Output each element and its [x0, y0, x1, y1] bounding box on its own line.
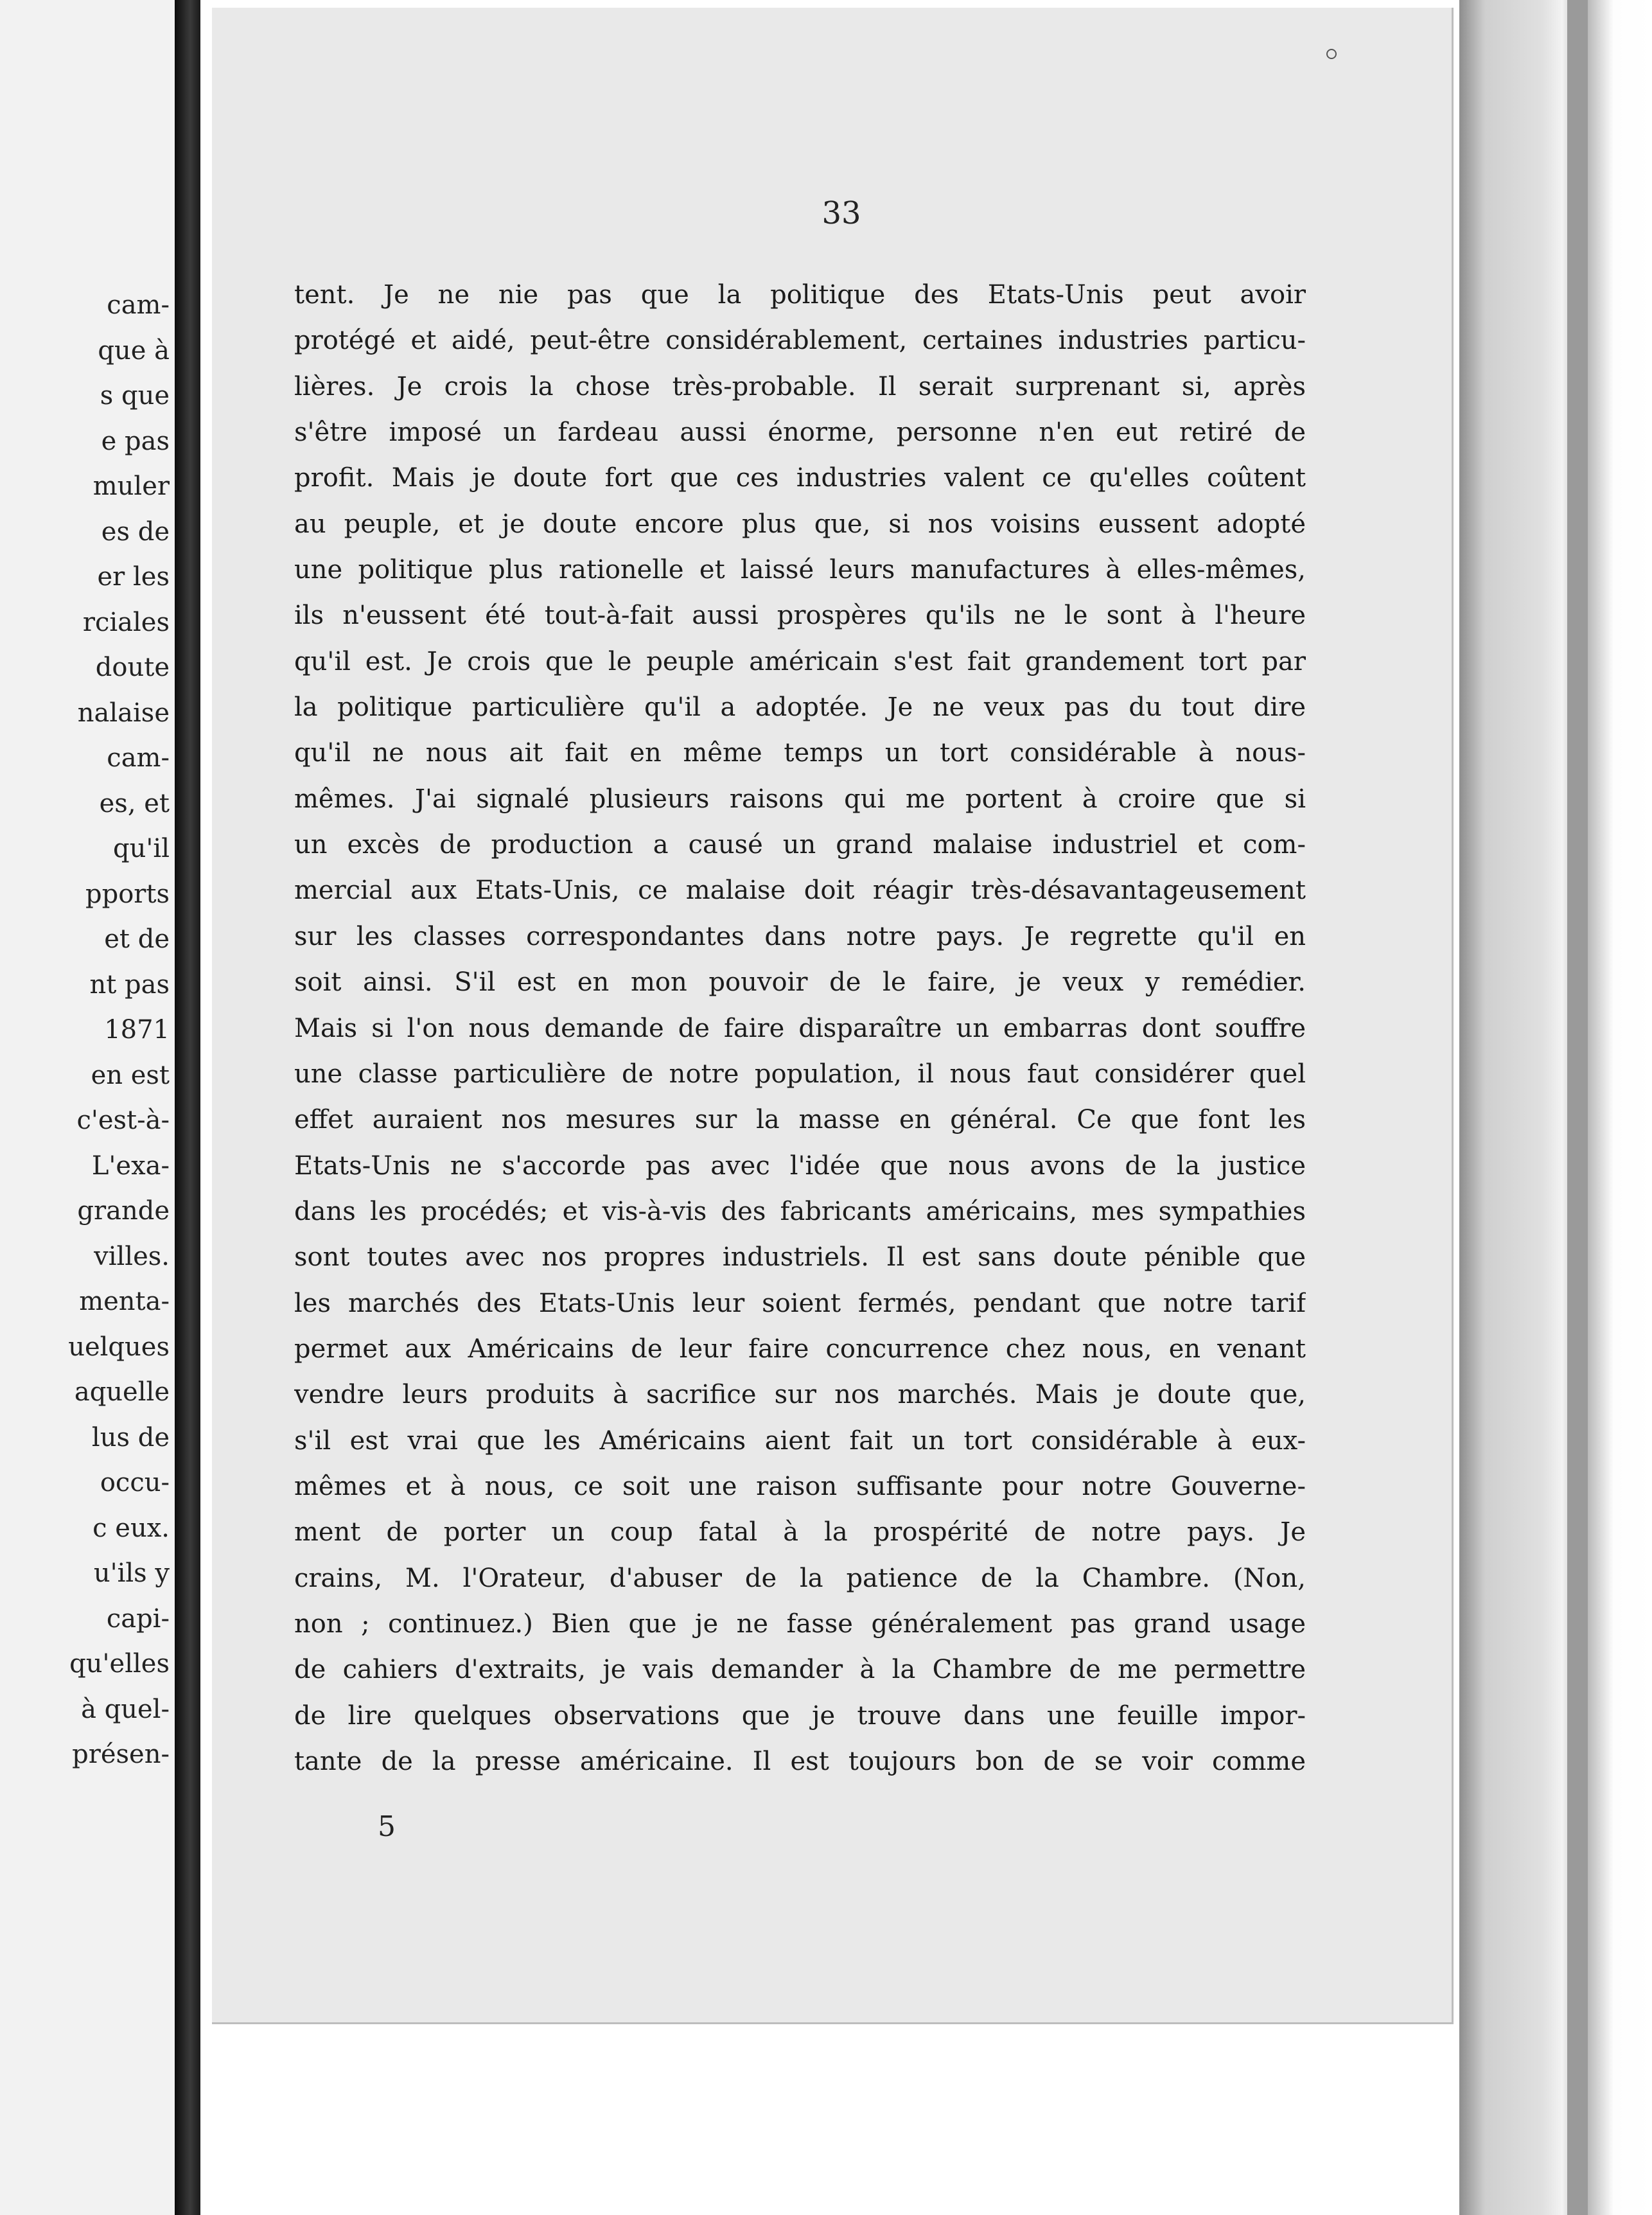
text-line: s'être imposé un fardeau aussi énorme, personne n'en eut retiré de	[294, 418, 1306, 448]
left-line: u'ils y	[93, 1558, 170, 1588]
text-line: vendre leurs produits à sacrifice sur nos marchés. Mais je doute que,	[294, 1380, 1306, 1410]
left-line: cam-	[107, 290, 170, 320]
left-line: rciales	[82, 607, 170, 637]
text-line: au peuple, et je doute encore plus que, si nos voisins eussent adopté	[294, 509, 1306, 539]
text-line: lières. Je crois la chose très-probable. Il serait surprenant si, après	[294, 371, 1306, 402]
text-line: protégé et aidé, peut-être considérablement, certaines industries particu-	[294, 326, 1306, 356]
paper-mark	[1326, 49, 1337, 59]
text-line: une classe particulière de notre population, il nous faut considérer quel	[294, 1059, 1306, 1089]
left-line: à quel-	[81, 1694, 170, 1724]
body-text	[294, 272, 1306, 1785]
left-line: qu'elles	[69, 1649, 170, 1679]
left-line: nalaise	[77, 698, 170, 728]
text-line: Mais si l'on nous demande de faire disparaître un embarras dont souffre	[294, 1013, 1306, 1043]
left-line: en est	[91, 1060, 170, 1090]
left-line: es, et	[99, 788, 170, 818]
left-line: nt pas	[89, 969, 170, 1000]
left-page-text	[3, 283, 170, 1778]
left-line: présen-	[72, 1740, 170, 1769]
page-number: 33	[822, 195, 861, 231]
left-line: lus de	[91, 1422, 170, 1452]
left-facing-page	[0, 0, 175, 2215]
text-line: Etats-Unis ne s'accorde pas avec l'idée que nous avons de la justice	[294, 1151, 1306, 1181]
cover-board-edge	[1567, 0, 1588, 2215]
text-line: dans les procédés; et vis-à-vis des fabricants américains, mes sympathies	[294, 1196, 1306, 1226]
left-line: c'est-à-	[76, 1106, 170, 1135]
text-line: ils n'eussent été tout-à-fait aussi prospères qu'ils ne le sont à l'heure	[294, 601, 1306, 631]
left-line: e pas	[101, 426, 170, 456]
left-line: c eux.	[92, 1513, 170, 1543]
text-line: sont toutes avec nos propres industriels. Il est sans doute pénible que	[294, 1242, 1306, 1273]
text-line: qu'il ne nous ait fait en même temps un tort considérable à nous-	[294, 738, 1306, 768]
left-line: L'exa-	[91, 1151, 170, 1181]
left-line: et de	[104, 924, 170, 954]
text-line: non ; continuez.) Bien que je ne fasse généralement pas grand usage	[294, 1609, 1306, 1639]
text-line: s'il est vrai que les Américains aient fait un tort considérable à eux-	[294, 1425, 1306, 1456]
left-line: aquelle	[74, 1377, 170, 1407]
left-line: s que	[100, 381, 170, 410]
left-line: occu-	[100, 1468, 170, 1497]
left-line: cam-	[107, 743, 170, 773]
book-gutter	[175, 0, 200, 2215]
text-line: la politique particulière qu'il a adoptée. Je ne veux pas du tout dire	[294, 693, 1306, 723]
page-body	[212, 8, 1454, 2024]
signature-mark: 5	[378, 1810, 396, 1843]
text-line: profit. Mais je doute fort que ces industries valent ce qu'elles coûtent	[294, 463, 1306, 493]
text-line: crains, M. l'Orateur, d'abuser de la patience de la Chambre. (Non,	[294, 1563, 1306, 1593]
left-line: que à	[98, 335, 170, 366]
text-line: une politique plus rationelle et laissé leurs manufactures à elles-mêmes,	[294, 555, 1306, 585]
text-line: mêmes. J'ai signalé plusieurs raisons qui me portent à croire que si	[294, 784, 1306, 814]
text-line: un excès de production a causé un grand malaise industriel et com-	[294, 830, 1306, 860]
text-line: les marchés des Etats-Unis leur soient fermés, pendant que notre tarif	[294, 1288, 1306, 1318]
left-line: capi-	[106, 1603, 170, 1634]
text-line: mêmes et à nous, ce soit une raison suffisante pour notre Gouverne-	[294, 1471, 1306, 1501]
left-line: menta-	[79, 1287, 170, 1316]
left-line: 1871	[104, 1015, 170, 1045]
left-line: grande	[77, 1196, 170, 1226]
left-line: es de	[101, 516, 170, 547]
text-line: qu'il est. Je crois que le peuple américain s'est fait grandement tort par	[294, 646, 1306, 676]
book-cover-edge	[1459, 0, 1652, 2215]
text-line: ment de porter un coup fatal à la prospérité de notre pays. Je	[294, 1517, 1306, 1548]
text-line: permet aux Américains de leur faire concurrence chez nous, en venant	[294, 1334, 1306, 1364]
text-line: effet auraient nos mesures sur la masse en général. Ce que font les	[294, 1105, 1306, 1135]
text-line: de cahiers d'extraits, je vais demander à la Chambre de me permettre	[294, 1655, 1306, 1685]
text-line: sur les classes correspondantes dans notre pays. Je regrette qu'il en	[294, 921, 1306, 951]
text-line: mercial aux Etats-Unis, ce malaise doit réagir très-désavantageusement	[294, 876, 1306, 906]
text-line: tent. Je ne nie pas que la politique des Etats-Unis peut avoir	[294, 280, 1306, 310]
left-line: qu'il	[113, 834, 170, 863]
left-line: pports	[85, 879, 170, 909]
text-line: soit ainsi. S'il est en mon pouvoir de le faire, je veux y remédier.	[294, 967, 1306, 998]
text-line: de lire quelques observations que je trouve dans une feuille impor-	[294, 1700, 1306, 1731]
left-line: er les	[97, 562, 170, 592]
main-page	[200, 0, 1459, 2215]
text-line: tante de la presse américaine. Il est toujours bon de se voir comme	[294, 1747, 1306, 1776]
left-line: doute	[95, 653, 170, 682]
left-line: uelques	[68, 1332, 170, 1362]
left-line: muler	[92, 472, 170, 501]
left-line: villes.	[94, 1241, 170, 1271]
